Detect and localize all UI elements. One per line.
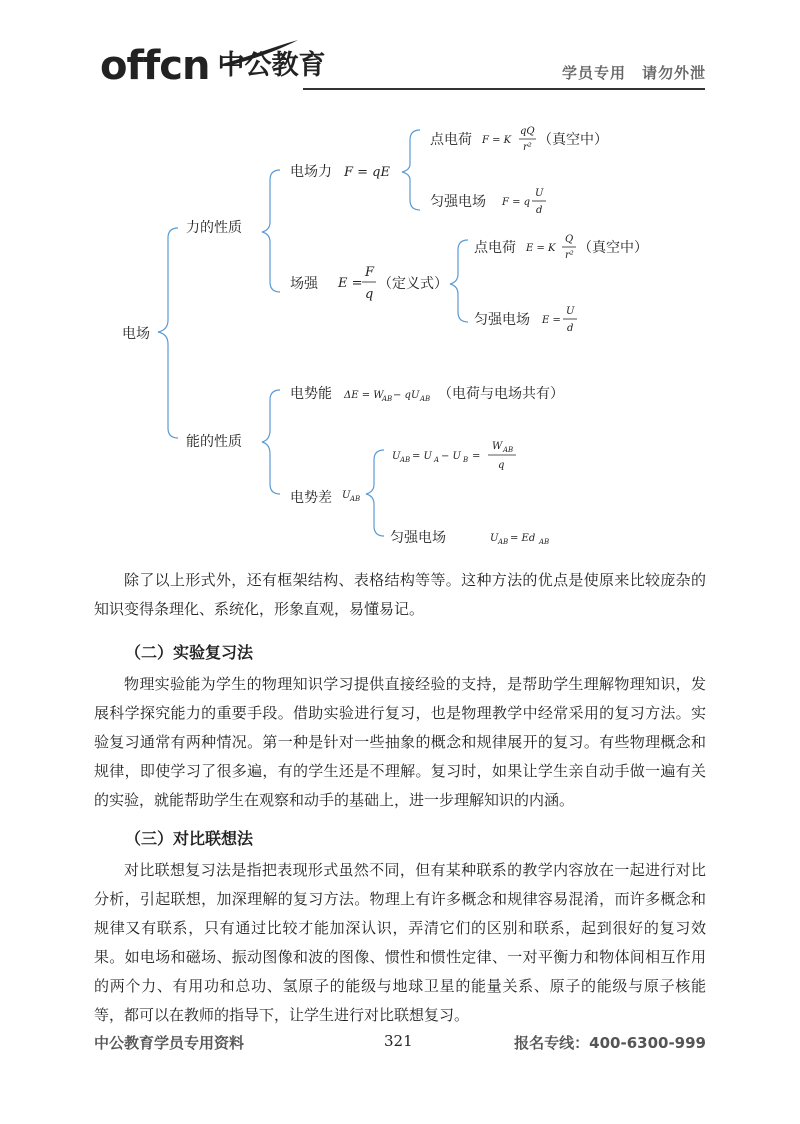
point-charge-2: 点电荷 (474, 240, 516, 256)
vacuum-label-1: （真空中） (538, 132, 608, 148)
svg-text:F = K: F = K (482, 135, 512, 146)
svg-text:B: B (463, 456, 469, 464)
vacuum-label-2: （真空中） (578, 240, 648, 256)
svg-text:= Ed: = Ed (510, 533, 536, 544)
electric-force-formula: F = qE (344, 165, 390, 180)
electric-force-brace (402, 130, 420, 210)
logo-swoosh-icon (220, 38, 300, 68)
svg-text:= U: = U (412, 451, 432, 462)
potential-difference-formula (392, 441, 516, 471)
header-divider (303, 88, 705, 90)
root-electric-field: 电场 (122, 326, 150, 342)
paragraph-experiment-review: 物理实验能为学生的物理知识学习提供直接经验的支持，是帮助学生理解物理知识，发展科学探究能力的重要手段。借助实验进行复习，也是物理教学中经常采用的复习方法。实验复习通常有两种情况。第一种是针对一些抽象的概念和规律展开的复习。有些物理概念和规律，即使学习了很多遍，有的学生还是不理解。复习时，如果让学生亲自动手做一遍有关的实验，就能帮助学生在观察和动手的基础上，进一步理解知识的内涵。 (94, 675, 706, 809)
svg-text:Q: Q (565, 234, 574, 245)
paragraph-summary: 除了以上形式外，还有框架结构、表格结构等等。这种方法的优点是使原来比较庞杂的知识变得条理化、系统化，形象直观，易懂易记。 (94, 571, 706, 618)
svg-text:d: d (567, 323, 574, 334)
root-brace (158, 228, 178, 438)
uniform-field-formula (541, 306, 577, 334)
uniform-field-2: 匀强电场 (474, 312, 530, 328)
uniform-potential-formula (490, 533, 549, 546)
svg-text:E =: E = (542, 315, 561, 326)
uniform-field-1: 匀强电场 (430, 194, 486, 210)
svg-text:U: U (392, 451, 401, 462)
uniform-field-3: 匀强电场 (390, 530, 446, 546)
footer-hotline: 报名专线：400-6300-999 (514, 1034, 706, 1052)
svg-text:U: U (342, 490, 351, 501)
paragraph-comparison-review: 对比联想复习法是指把表现形式虽然不同，但有某种联系的教学内容放在一起进行对比分析，引起联想，加深理解的复习方法。物理上有许多概念和规律容易混淆，而许多概念和规律又有联系，只有通过比较才能加深认识，弄清它们的区别和联系，起到很好的复习效果。如电场和磁场、振动图像和波的图像、惯性和惯性定律、一对平衡力和物体间相互作用的两个力、有用功和总功、氢原子的能级与地球卫星的能量关系、原子的能级与原子核能等，都可以在教师的指导下，让学生进行对比联想复习。 (94, 861, 706, 1024)
logo-english: offcn (100, 43, 210, 89)
heading-comparison-review: （三）对比联想法 (125, 829, 254, 848)
energy-property: 能的性质 (186, 434, 242, 450)
uniform-force-formula (501, 188, 546, 216)
svg-text:r²: r² (565, 250, 574, 261)
potential-difference-symbol (342, 490, 360, 503)
header-tag: 学员专用 请勿外泄 (561, 64, 706, 82)
page-number: 321 (384, 1032, 413, 1050)
potential-difference: 电势差 (290, 490, 332, 506)
potential-energy: 电势能 (290, 386, 332, 402)
force-brace (262, 170, 280, 292)
definition-label: （定义式） (378, 276, 448, 292)
coulomb-force-formula (481, 126, 536, 153)
svg-text:A: A (434, 456, 440, 464)
svg-text:AB: AB (350, 495, 361, 503)
svg-text:U: U (490, 533, 499, 544)
svg-text:W: W (492, 441, 503, 452)
electric-force: 电场力 (290, 164, 332, 180)
svg-text:d: d (536, 205, 543, 216)
svg-text:E = K: E = K (526, 243, 556, 254)
svg-text:U: U (535, 188, 544, 199)
svg-text:AB: AB (503, 446, 514, 454)
field-strength: 场强 (290, 276, 318, 292)
svg-text:AB: AB (420, 395, 431, 403)
svg-text:E =: E = (338, 276, 363, 291)
svg-text:− U: − U (441, 451, 461, 462)
heading-experiment-review: （二）实验复习法 (125, 643, 254, 662)
force-property: 力的性质 (186, 220, 242, 236)
shared-label: （电荷与电场共有） (438, 386, 564, 402)
offcn-logo (100, 40, 325, 88)
potential-energy-formula (343, 390, 430, 403)
svg-text:AB: AB (539, 538, 550, 546)
footer-left-label: 中公教育学员专用资料 (94, 1034, 245, 1052)
svg-text:F = q: F = q (502, 197, 531, 208)
field-strength-brace (450, 240, 468, 322)
svg-text:AB: AB (382, 395, 393, 403)
logo-chinese: 中公教育 (217, 50, 326, 81)
svg-text:ΔE = W: ΔE = W (344, 390, 384, 401)
field-strength-formula (337, 265, 376, 302)
svg-text:AB: AB (498, 538, 509, 546)
energy-brace (262, 390, 280, 494)
svg-text:F: F (365, 265, 375, 280)
svg-text:− qU: − qU (393, 390, 420, 401)
electric-field-concept-diagram (0, 110, 800, 550)
svg-text:q: q (365, 287, 374, 302)
svg-text:=: = (472, 451, 481, 462)
point-charge-field-formula (525, 234, 576, 261)
svg-text:U: U (566, 306, 575, 317)
svg-text:AB: AB (400, 456, 411, 464)
potential-difference-brace (366, 450, 384, 536)
svg-text:r²: r² (523, 142, 532, 153)
svg-text:qQ: qQ (520, 126, 535, 137)
svg-text:q: q (498, 460, 505, 471)
point-charge-1: 点电荷 (430, 132, 472, 148)
